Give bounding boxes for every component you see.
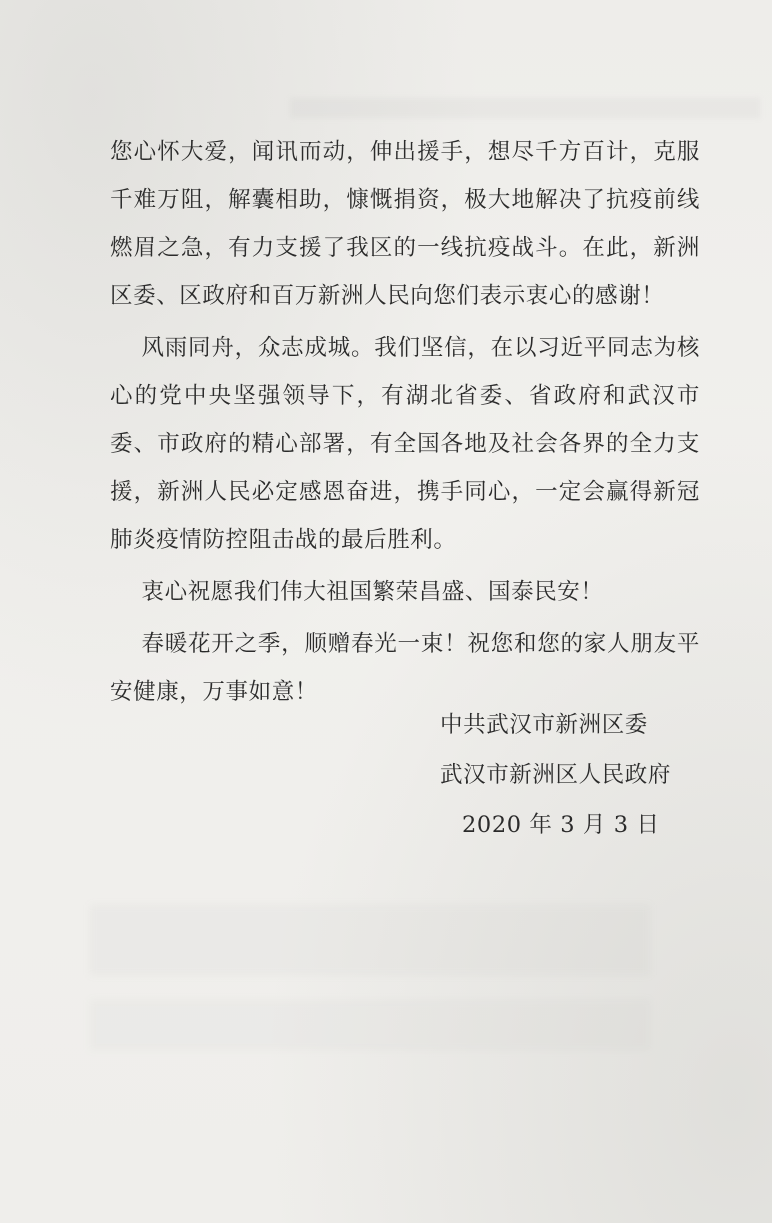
paragraph-wish-country: 衷心祝愿我们伟大祖国繁荣昌盛、国泰民安！ — [141, 579, 604, 605]
paragraph-gratitude: 您心怀大爱，闻讯而动，伸出援手，想尽千方百计，克服千难万阻，解囊相助，慷慨捐资，极大地解决了抗疫前线燃眉之急，有力支援了我区的一线抗疫战斗。在此，新洲区委、区政府和百万新洲人民向您们表示衷心的感谢！ — [110, 139, 700, 309]
paragraph-wish-family: 春暖花开之季，顺赠春光一束！祝您和您的家人朋友平安健康，万事如意！ — [110, 631, 700, 705]
signature-government: 武汉市新洲区人民政府 — [440, 762, 672, 788]
signature-date: 2020 年 3 月 3 日 — [462, 812, 660, 838]
letter-body — [110, 128, 700, 720]
signature-block — [440, 700, 671, 850]
bleed-through-mark — [90, 1000, 650, 1050]
signature-party-committee: 中共武汉市新洲区委 — [440, 712, 648, 738]
bleed-through-mark — [290, 98, 760, 118]
paragraph-solidarity: 风雨同舟，众志成城。我们坚信，在以习近平同志为核心的党中央坚强领导下，有湖北省委、省政府和武汉市委、市政府的精心部署，有全国各地及社会各界的全力支援，新洲人民必定感恩奋进，携手同心，一定会赢得新冠肺炎疫情防控阻击战的最后胜利。 — [110, 335, 700, 553]
bleed-through-mark — [90, 905, 650, 975]
